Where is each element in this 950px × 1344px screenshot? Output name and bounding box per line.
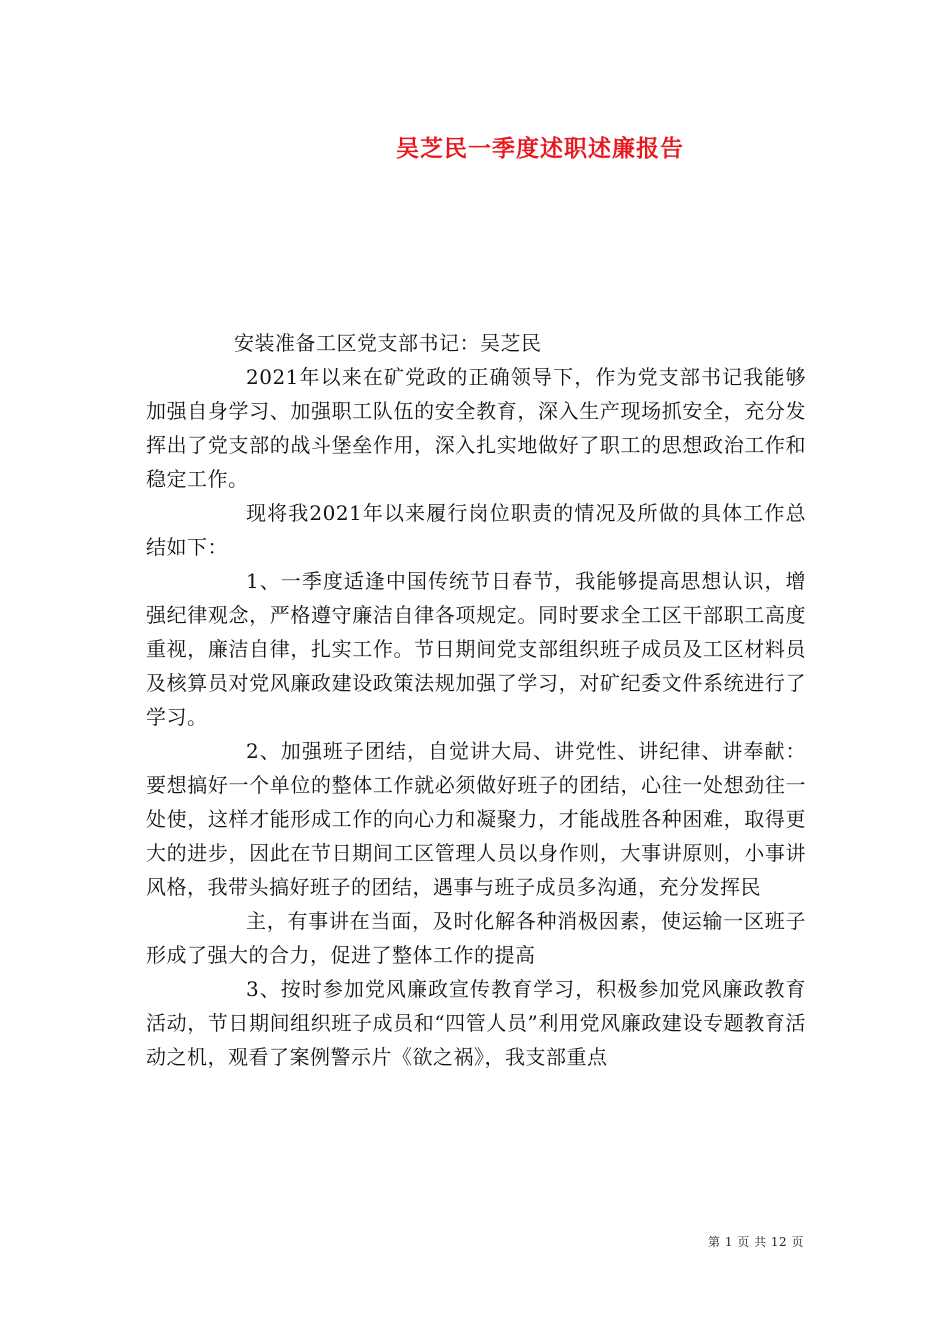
document-title: 吴芝民一季度述职述廉报告 (396, 135, 684, 162)
paragraph-item-2: 2、加强班子团结，自觉讲大局、讲党性、讲纪律、讲奉献：要想搞好一个单位的整体工作就必须做好班子的团结，心往一处想劲往一处使，这样才能形成工作的向心力和凝聚力，才能战胜各种困难，取得更大的进步，因此在节日期间工区管理人员以身作则，大事讲原则，小事讲风格，我带头搞好班子的团结，遇事与班子成员多沟通，充分发挥民 (146, 739, 806, 899)
paragraph-item-3: 3、按时参加党风廉政宣传教育学习，积极参加党风廉政教育活动，节日期间组织班子成员和“四管人员”利用党风廉政建设专题教育活动之机，观看了案例警示片《欲之祸》，我支部重点 (146, 977, 806, 1069)
page-number-footer: 第 1 页 共 12 页 (708, 1235, 804, 1249)
paragraph-item-2-continued: 主，有事讲在当面，及时化解各种消极因素，使运输一区班子形成了强大的合力，促进了整体工作的提高 (146, 909, 806, 967)
paragraph-item-1: 1、一季度适逢中国传统节日春节，我能够提高思想认识，增强纪律观念，严格遵守廉洁自律各项规定。同时要求全工区干部职工高度重视，廉洁自律，扎实工作。节日期间党支部组织班子成员及工区材料员及核算员对党风廉政建设政策法规加强了学习，对矿纪委文件系统进行了学习。 (146, 569, 806, 729)
document-body (146, 326, 806, 1074)
paragraph-summary-lead: 现将我2021年以来履行岗位职责的情况及所做的具体工作总结如下： (146, 501, 806, 559)
author-line: 安装准备工区党支部书记：吴芝民 (234, 331, 542, 355)
paragraph-intro: 2021年以来在矿党政的正确领导下，作为党支部书记我能够加强自身学习、加强职工队伍的安全教育，深入生产现场抓安全，充分发挥出了党支部的战斗堡垒作用，深入扎实地做好了职工的思想政治工作和稳定工作。 (146, 365, 806, 491)
